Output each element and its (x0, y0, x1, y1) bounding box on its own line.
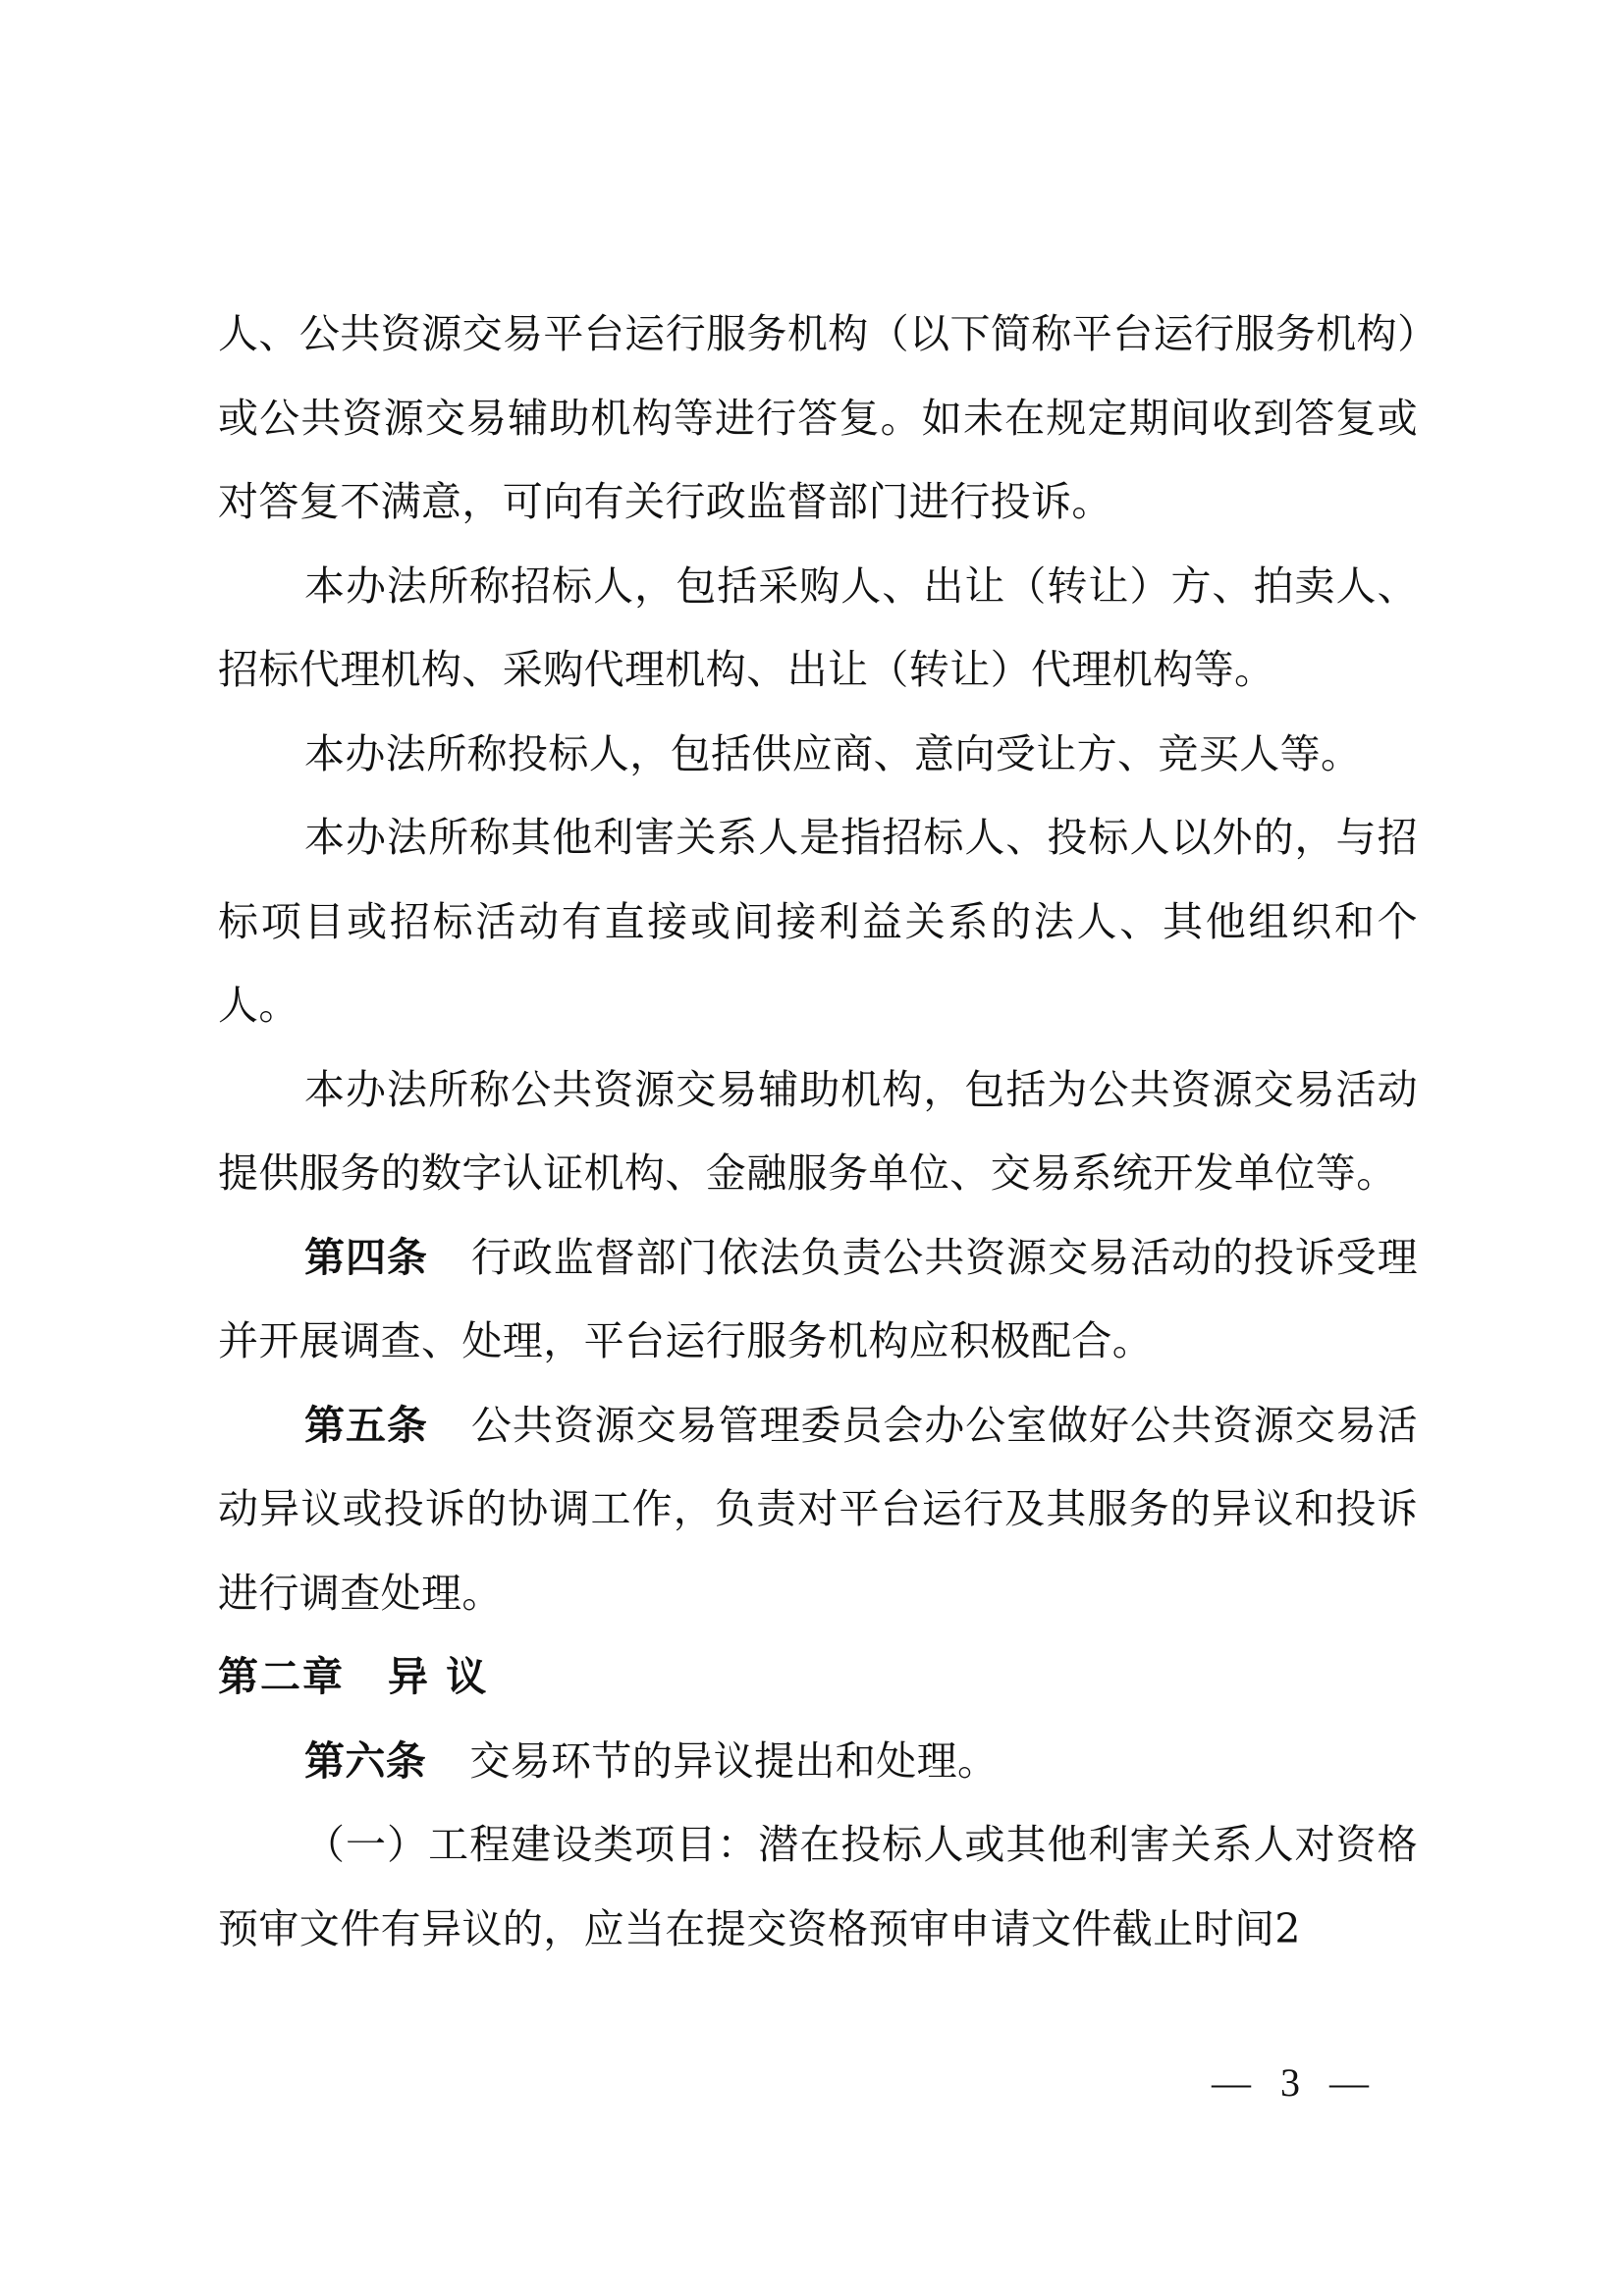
article-6-text: 交易环节的异议提出和处理。 (469, 1736, 999, 1785)
article-4 (218, 1216, 1418, 1384)
paragraph-tenderer-definition: 本办法所称招标人，包括采购人、出让（转让）方、拍卖人、招标代理机构、采购代理机构、出让（转让）代理机构等。 (218, 561, 1418, 693)
article-6-heading: 第六条 (304, 1736, 427, 1785)
article-5-heading: 第五条 (304, 1401, 428, 1449)
article-4-heading: 第四条 (304, 1233, 428, 1281)
paragraph-auxiliary-institution-definition: 本办法所称公共资源交易辅助机构，包括为公共资源交易活动提供服务的数字认证机构、金融服务单位、交易系统开发单位等。 (218, 1065, 1418, 1197)
paragraph-continuation: 人、公共资源交易平台运行服务机构（以下简称平台运行服务机构）或公共资源交易辅助机构等进行答复。如未在规定期间收到答复或对答复不满意，可向有关行政监督部门进行投诉。 (218, 310, 1418, 525)
article-4-text: 行政监督部门依法负责公共资源交易活动的投诉受理并开展调查、处理，平台运行服务机构应积极配合。 (218, 1233, 1419, 1364)
article-6 (218, 1720, 1418, 1804)
paragraph-interested-party-definition: 本办法所称其他利害关系人是指招标人、投标人以外的，与招标项目或招标活动有直接或间接利益关系的法人、其他组织和个人。 (218, 814, 1418, 1029)
chapter-name: 异 议 (388, 1653, 489, 1700)
document-body (218, 293, 1418, 1971)
page-number: — 3 — (1212, 2060, 1379, 2105)
chapter-title (218, 1635, 1418, 1720)
chapter-number: 第二章 (218, 1653, 345, 1700)
article-6-item-1: （一）工程建设类项目：潜在投标人或其他利害关系人对资格预审文件有异议的，应当在提交资格预审申请文件截止时间2 (218, 1821, 1418, 1952)
article-5 (218, 1384, 1418, 1636)
article-5-text: 公共资源交易管理委员会办公室做好公共资源交易活动异议或投诉的协调工作，负责对平台运行及其服务的异议和投诉进行调查处理。 (218, 1401, 1419, 1617)
paragraph-bidder-definition: 本办法所称投标人，包括供应商、意向受让方、竞买人等。 (304, 729, 1362, 777)
